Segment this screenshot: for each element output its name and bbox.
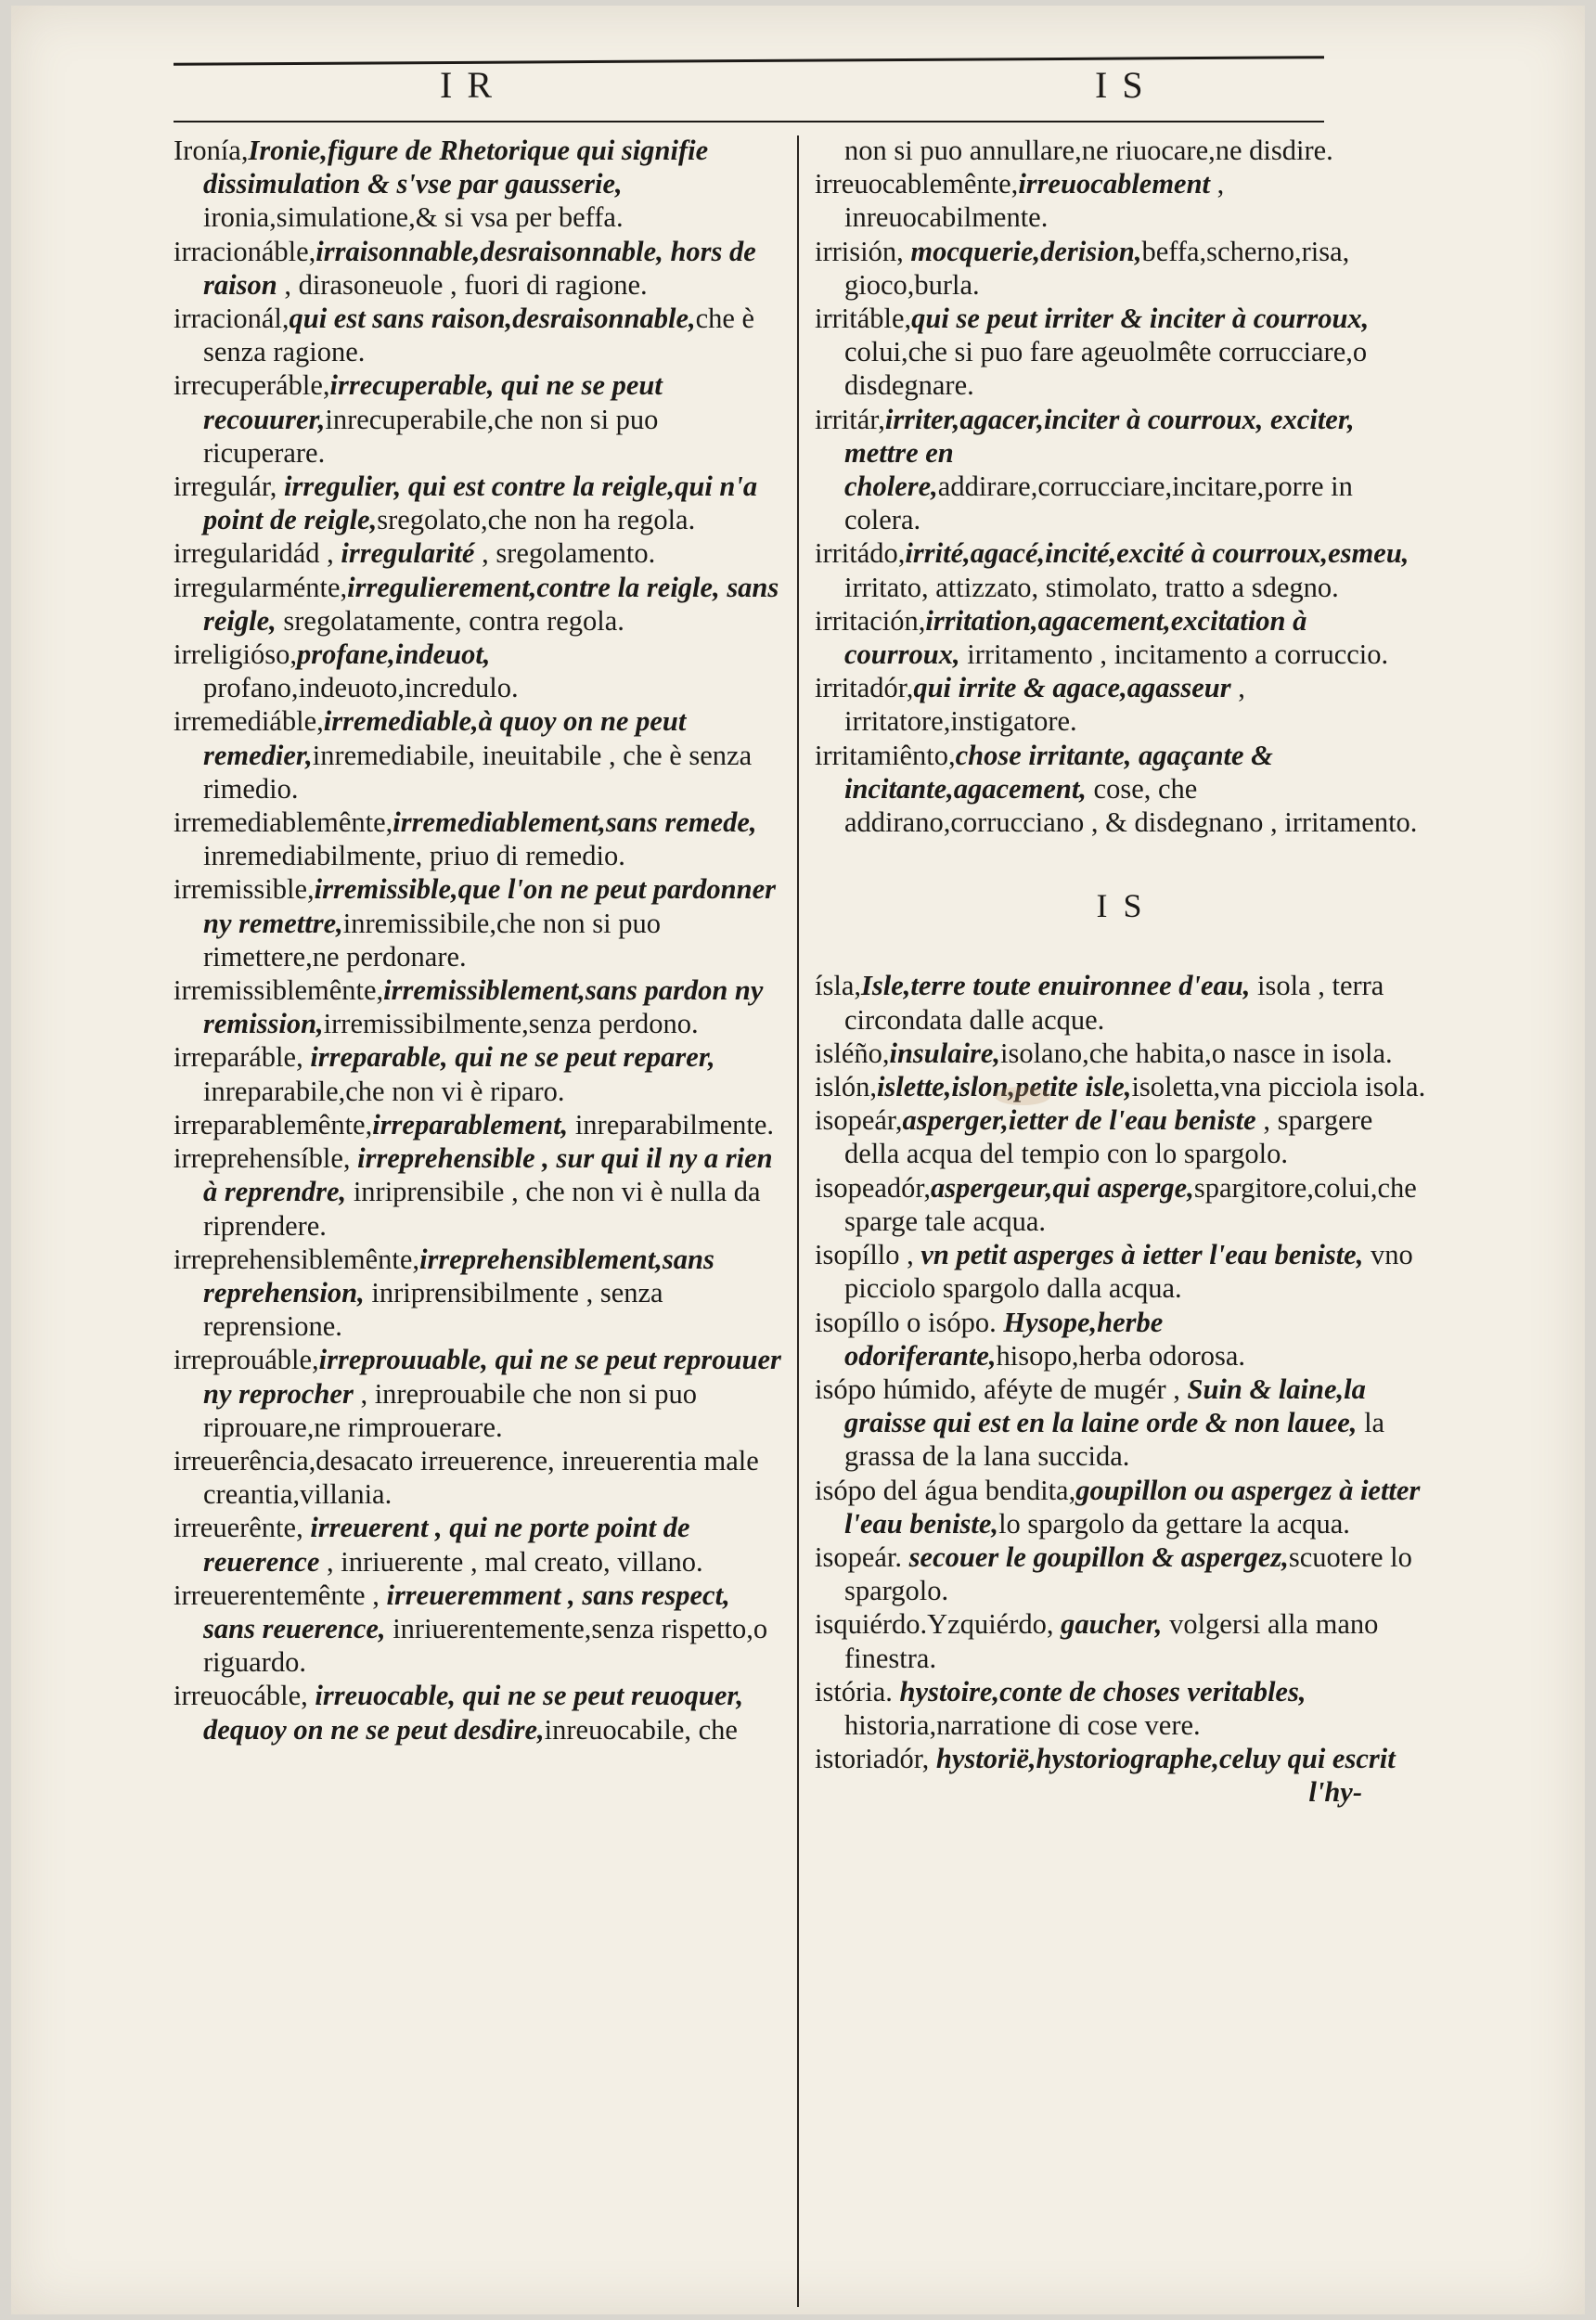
entry-italian: inremediabilmente, priuo di remedio. <box>203 840 625 872</box>
is-entries <box>815 969 1427 1775</box>
dictionary-entry <box>815 403 1427 537</box>
entry-french: Hysope,herbe odoriferante, <box>844 1306 1164 1372</box>
entry-italian: colui,che si puo fare ageuolmête corrucciare,o disdegnare. <box>844 336 1368 402</box>
entry-italian: ironia,simulatione,& si vsa per beffa. <box>203 201 624 234</box>
entry-italian: la grassa de la lana succida. <box>844 1407 1385 1473</box>
entry-french: mocquerie,derision, <box>910 235 1142 267</box>
entry-italian: isolano,che habita,o nasce in isola. <box>999 1037 1393 1069</box>
entry-french: goupillon ou aspergez à ietter l'eau beniste, <box>844 1474 1421 1540</box>
entry-italian: , sregolamento. <box>474 537 656 570</box>
entry-italian: che è senza ragione. <box>203 303 755 368</box>
entry-italian: desacato irreuerence, inreuerentia male creantia,villania. <box>203 1444 759 1511</box>
entry-french: irriter,agacer,inciter à courroux, exciter, mettre en cholere, <box>844 403 1355 503</box>
dictionary-entry <box>815 604 1427 671</box>
entry-headword: islón, <box>815 1071 877 1103</box>
entry-french: chose irritante, agaçante & incitante,agacement, <box>844 739 1273 805</box>
entry-headword: isópo del água bendita, <box>815 1474 1076 1506</box>
left-column <box>174 134 781 1746</box>
entry-french: irritation,agacement,excitation à courroux, <box>844 604 1307 671</box>
entry-french: hystorië,hystoriographe,celuy qui escrit <box>935 1743 1396 1775</box>
section-heading-is: I S <box>1096 887 1146 925</box>
entry-french: irreuerent , qui ne porte point de reuerence <box>203 1512 690 1578</box>
catchword: l'hy- <box>1308 1776 1362 1809</box>
top-rule <box>174 56 1324 66</box>
entry-headword: isopíllo , <box>815 1239 921 1271</box>
entry-headword: irregulár, <box>174 470 285 503</box>
entry-french: qui irrite & agace,agasseur <box>913 672 1231 704</box>
entry-french: irreprouuable, qui ne se peut reprouuer ny reprocher <box>203 1344 781 1410</box>
entry-french: vn petit asperges à ietter l'eau beniste, <box>920 1239 1364 1271</box>
entry-italian: , spargere della acqua del tempio con lo spargolo. <box>844 1104 1373 1170</box>
entry-headword: irritádo, <box>815 537 906 570</box>
page-header <box>11 6 1585 135</box>
ir-entries-continued <box>815 134 1427 839</box>
entry-italian: non si puo annullare,ne riuocare,ne disdire. <box>844 135 1333 166</box>
dictionary-entry <box>815 1607 1427 1674</box>
paper-stain <box>995 1087 1050 1105</box>
entry-french: islette,islon,petite isle, <box>876 1071 1132 1103</box>
entry-headword: irreparablemênte, <box>174 1108 373 1141</box>
dictionary-entry <box>815 1171 1427 1238</box>
entry-italian: , inreuocabilmente. <box>844 168 1225 234</box>
entry-italian: isoletta,vna picciola isola. <box>1131 1071 1426 1103</box>
entry-italian: irritamento , incitamento a corruccio. <box>959 638 1389 671</box>
entry-italian: inriuerentemente,senza rispetto,o riguardo. <box>203 1612 768 1679</box>
dictionary-entry <box>815 739 1427 840</box>
entry-headword: irreuerência, <box>174 1444 316 1476</box>
dictionary-entry <box>174 571 781 638</box>
dictionary-entry <box>815 302 1427 403</box>
entry-headword: istória. <box>815 1675 900 1708</box>
entry-italian: spargitore,colui,che sparge tale acqua. <box>844 1171 1417 1237</box>
entry-headword: irritár, <box>815 403 885 435</box>
dictionary-entry <box>174 1343 781 1444</box>
entry-italian: inreparabilmente. <box>568 1108 775 1141</box>
header-rule <box>174 121 1324 122</box>
entry-headword: irreprehensíble, <box>174 1142 358 1175</box>
dictionary-entry <box>174 1040 781 1107</box>
entry-headword: irrecuperáble, <box>174 369 330 402</box>
dictionary-entry <box>174 1511 781 1578</box>
dictionary-entry <box>815 969 1427 1036</box>
entry-french: irreprehensiblement,sans reprehension, <box>203 1243 714 1308</box>
dictionary-entry <box>815 1474 1427 1540</box>
dictionary-entry <box>174 704 781 806</box>
entry-french: irreuocablement <box>1018 168 1211 200</box>
running-head-right: I S <box>1095 64 1146 106</box>
entry-italian: irritato, attizzato, stimolato, tratto a sdegno. <box>844 571 1339 603</box>
dictionary-entry <box>174 470 781 536</box>
entry-headword: irrisión, <box>815 235 911 267</box>
entry-italian: isola , terra circondata dalle acque. <box>844 970 1384 1036</box>
entry-headword: irreuerentemênte , <box>174 1579 387 1611</box>
entry-italian: volgersi alla mano finestra. <box>844 1608 1379 1674</box>
entry-headword: istoriadór, <box>815 1743 936 1775</box>
entry-headword: irracionál, <box>174 303 290 335</box>
entry-headword: irracionáble, <box>174 235 316 267</box>
entry-french: irreprehensible , sur qui il ny a rien à reprendre, <box>203 1142 773 1208</box>
entry-headword: isopíllo o isópo. <box>815 1306 1004 1338</box>
entry-headword: irreuocáble, <box>174 1680 315 1712</box>
dictionary-entry <box>174 1243 781 1344</box>
running-head-left: I R <box>440 64 495 106</box>
dictionary-entry <box>174 1141 781 1243</box>
dictionary-entry <box>815 1373 1427 1474</box>
dictionary-entry <box>815 1675 1427 1742</box>
dictionary-entry <box>815 1306 1427 1373</box>
entry-italian: , irritatore,instigatore. <box>844 672 1245 738</box>
dictionary-entry <box>815 671 1427 738</box>
entry-french: irremediable,à quoy on ne peut remedier, <box>203 705 687 771</box>
dictionary-entry <box>174 872 781 973</box>
entry-french: irraisonnable,desraisonnable, hors de raison <box>203 235 756 301</box>
dictionary-entry <box>174 1679 781 1746</box>
entry-italian: vno picciolo spargolo dalla acqua. <box>844 1239 1413 1305</box>
dictionary-entry <box>174 1579 781 1680</box>
dictionary-entry <box>815 1540 1427 1607</box>
entry-french: secouer le goupillon & aspergez, <box>908 1540 1289 1573</box>
entry-italian: addirare,corrucciare,incitare,porre in colera. <box>844 470 1353 536</box>
entry-headword: irreligióso, <box>174 638 297 671</box>
entry-headword: irremissible, <box>174 873 315 906</box>
entry-headword: isopeár, <box>815 1104 903 1137</box>
entry-headword: irregularménte, <box>174 571 348 603</box>
right-column <box>815 134 1427 1810</box>
dictionary-entry <box>815 1070 1427 1103</box>
entry-headword: irreprouáble, <box>174 1344 319 1376</box>
entry-french: irreparable, qui ne se peut reparer, <box>310 1041 715 1074</box>
dictionary-entry <box>815 1037 1427 1070</box>
entry-french: irrité,agacé,incité,excité à courroux,esmeu, <box>905 537 1409 570</box>
entry-headword: irremediablemênte, <box>174 806 393 839</box>
dictionary-entry <box>815 536 1427 603</box>
entry-french: irregulier, qui est contre la reigle,qui n'a point de reigle, <box>203 470 758 536</box>
entry-italian: historia,narratione di cose vere. <box>844 1708 1201 1741</box>
entry-headword: irritamiênto, <box>815 739 956 771</box>
entry-french: aspergeur,qui asperge, <box>930 1171 1194 1204</box>
entry-headword: irritación, <box>815 604 926 637</box>
entry-french: profane,indeuot, <box>297 638 491 671</box>
entry-french: irreuocable, qui ne se peut reuoquer, dequoy on ne se peut desdire, <box>203 1680 744 1746</box>
entry-italian: profano,indeuoto,incredulo. <box>203 672 519 704</box>
entry-french: qui se peut irriter & inciter à courroux, <box>911 303 1370 335</box>
entry-french: irregulierement,contre la reigle, sans reigle, <box>203 571 779 637</box>
entry-french: irreparablement, <box>372 1108 569 1141</box>
entry-italian: inriprensibilmente , senza reprensione. <box>203 1276 663 1343</box>
entry-headword: isquiérdo.Yzquiérdo, <box>815 1608 1062 1641</box>
entry-french: irrecuperable, qui ne se peut recouurer, <box>203 369 663 435</box>
entry-french: gaucher, <box>1061 1608 1163 1641</box>
dictionary-entry <box>815 1742 1427 1775</box>
dictionary-entry <box>815 134 1427 167</box>
entry-italian: , inriuerente , mal creato, villano. <box>319 1545 703 1578</box>
dictionary-entry <box>174 134 781 235</box>
dictionary-entry <box>174 302 781 368</box>
entry-headword: isópo húmido, aféyte de mugér , <box>815 1373 1188 1405</box>
dictionary-entry <box>174 806 781 872</box>
entry-italian: lo spargolo da gettare la acqua. <box>998 1507 1350 1540</box>
entry-headword: irritáble, <box>815 303 912 335</box>
entry-italian: inreparabile,che non vi è riparo. <box>203 1075 565 1107</box>
entry-italian: sregolatamente, contra regola. <box>276 604 624 637</box>
entry-italian: , inreprouabile che non si puo riprouare,ne rimprouerare. <box>203 1377 697 1443</box>
entry-italian: inremediabile, ineuitabile , che è senza rimedio. <box>203 739 753 805</box>
entry-italian: sregolato,che non ha regola. <box>377 504 696 536</box>
dictionary-entry <box>815 167 1427 234</box>
entry-french: irremissible,que l'on ne peut pardonner ny remettre, <box>203 873 777 939</box>
dictionary-page <box>11 6 1585 2314</box>
entry-italian: inremissibile,che non si puo rimettere,ne perdonare. <box>203 907 662 973</box>
entry-headword: irreuerênte, <box>174 1512 311 1544</box>
entry-headword: isopeár. <box>815 1540 909 1573</box>
entry-french: asperger,ietter de l'eau beniste <box>902 1104 1256 1137</box>
entry-italian: cose, che addirano,corrucciano , & disdegnano , irritamento. <box>844 772 1418 839</box>
dictionary-entry <box>174 973 781 1040</box>
entry-italian: irremissibilmente,senza perdono. <box>323 1008 699 1040</box>
dictionary-entry <box>174 638 781 704</box>
entry-headword: irremissiblemênte, <box>174 974 384 1007</box>
entry-italian: , dirasoneuole , fuori di ragione. <box>277 268 648 301</box>
entry-headword: ísla, <box>815 970 861 1002</box>
entry-italian: inriprensibile , che non vi è nulla da riprendere. <box>203 1176 761 1242</box>
entry-french: irremissiblement,sans pardon ny remission, <box>203 974 764 1040</box>
dictionary-entry <box>174 368 781 470</box>
entry-french: irreueremment , sans respect, sans reuerence, <box>203 1579 730 1644</box>
column-divider <box>797 135 799 2307</box>
entry-french: Suin & laine,la graisse qui est en la laine orde & non lauee, <box>844 1373 1366 1439</box>
entry-headword: isléño, <box>815 1037 890 1069</box>
entry-french: irremediablement,sans remede, <box>393 806 757 839</box>
entry-headword: Ironía, <box>174 135 249 166</box>
entry-headword: irreuocablemênte, <box>815 168 1019 200</box>
dictionary-entry <box>174 536 781 570</box>
entry-french: irregularité <box>341 537 475 570</box>
entry-italian: scuotere lo spargolo. <box>844 1540 1412 1607</box>
entry-italian: inrecuperabile,che non si puo ricuperare. <box>203 403 659 469</box>
entry-italian: beffa,scherno,risa, gioco,burla. <box>844 235 1350 301</box>
entry-french: qui est sans raison,desraisonnable, <box>289 303 696 335</box>
dictionary-entry <box>815 235 1427 302</box>
entry-headword: isopeadór, <box>815 1171 931 1204</box>
entry-headword: irritadór, <box>815 672 914 704</box>
entry-french: Ironie,figure de Rhetorique qui signifie dissimulation & s'vse par gausserie, <box>203 135 709 200</box>
entry-headword: irremediáble, <box>174 705 324 738</box>
dictionary-entry <box>815 1103 1427 1170</box>
dictionary-entry <box>174 1108 781 1141</box>
entry-italian: inreuocabile, che <box>544 1713 738 1746</box>
entry-italian: hisopo,herba odorosa. <box>996 1339 1246 1372</box>
dictionary-entry <box>174 1444 781 1511</box>
entry-headword: irreparáble, <box>174 1041 311 1074</box>
entry-french: Isle,terre toute enuironnee d'eau, <box>860 970 1251 1002</box>
entry-headword: irreprehensiblemênte, <box>174 1243 420 1275</box>
entry-french: hystoire,conte de choses veritables, <box>899 1675 1306 1708</box>
entry-french: insulaire, <box>889 1037 1000 1069</box>
dictionary-entry <box>174 235 781 302</box>
dictionary-entry <box>815 1238 1427 1305</box>
entry-headword: irregularidád , <box>174 537 341 570</box>
